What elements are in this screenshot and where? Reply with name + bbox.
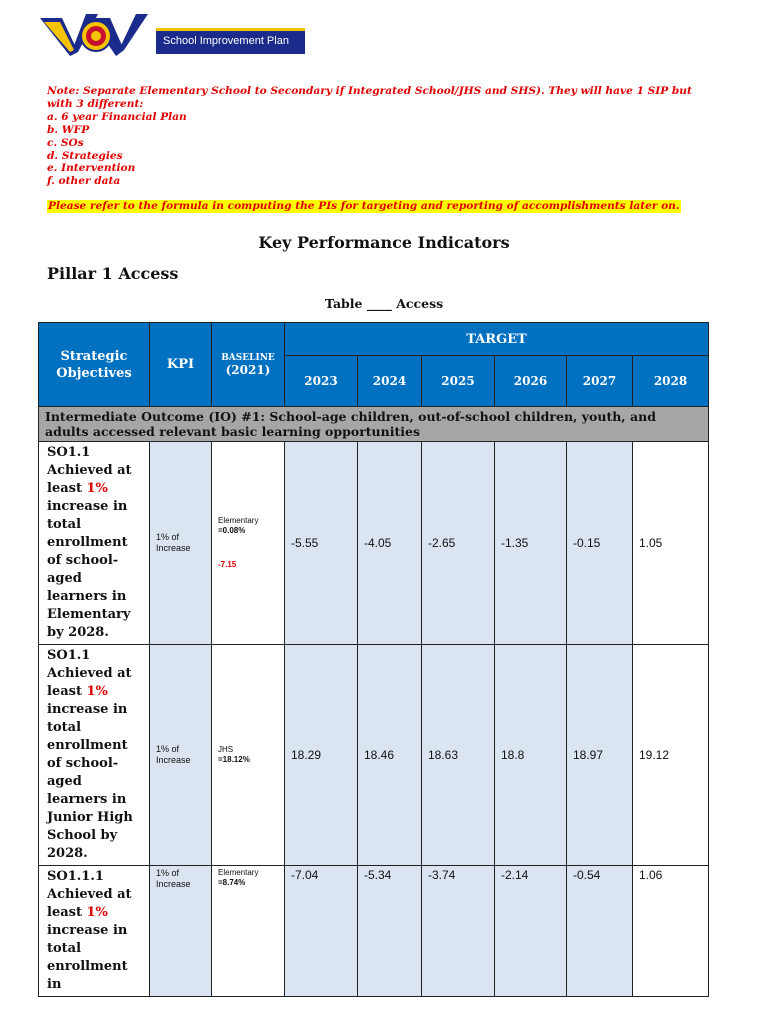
banner-text: School Improvement Plan [163,35,289,47]
so-text-post: increase in total enrollment of school-aged learners in Junior High School by 2028. [47,702,133,861]
baseline-cell [212,645,285,866]
target-cell: 18.46 [358,645,422,866]
target-cell: 1.05 [633,442,709,645]
banner-bar [156,28,305,54]
baseline-value: =18.12% [218,755,250,764]
header-year: 2028 [633,356,709,407]
target-cell: -4.05 [358,442,422,645]
page-title: Key Performance Indicators [258,233,510,252]
header-strategic-objectives: Strategic Objectives [39,323,150,407]
header-baseline [212,323,285,407]
target-cell: 18.8 [495,645,567,866]
table-row [39,866,709,997]
so-code: SO1.1 [47,648,91,663]
target-cell: 18.97 [567,645,633,866]
note-line: with 3 different: [47,97,144,110]
target-cell: -2.14 [495,866,567,997]
baseline-cell [212,442,285,645]
strategic-objective-cell [39,866,150,997]
so-percent: 1% [86,481,108,496]
intermediate-outcome-row: Intermediate Outcome (IO) #1: School-age children, out-of-school children, youth, and adults accessed relevant basic learning opportunities [39,407,709,442]
so-text-post: increase in total enrollment of school-aged learners in Elementary by 2028. [47,499,131,640]
baseline-value: =0.08% [218,526,246,535]
so-percent: 1% [86,905,108,920]
header-year: 2026 [495,356,567,407]
target-cell: -3.74 [422,866,495,997]
baseline-extra: -7.15 [218,560,237,569]
formula-reminder: Please refer to the formula in computing the PIs for targeting and reporting of accomplishments later on. [48,200,680,212]
table-row [39,442,709,645]
so-code: SO1.1.1 [47,869,104,884]
header-target: TARGET [285,323,709,356]
pillar-heading: Pillar 1 Access [47,264,179,283]
header-baseline-label: BASELINE [221,352,275,363]
target-cell: 18.29 [285,645,358,866]
target-cell: 1.06 [633,866,709,997]
so-text-post: increase in total enrollment in [47,923,128,992]
note-line: a. 6 year Financial Plan [47,110,187,123]
school-logo [40,12,289,58]
strategic-objective-cell [39,442,150,645]
so-text-pre: Achieved at least [47,887,132,920]
header-year: 2027 [567,356,633,407]
so-text-pre: Achieved at least [47,666,132,699]
note-line: b. WFP [47,123,90,136]
header-year: 2025 [422,356,495,407]
so-percent: 1% [86,684,108,699]
kpi-cell: 1% of Increase [150,645,212,866]
note-block [47,85,727,188]
target-cell: -2.65 [422,442,495,645]
kpi-table [38,322,709,997]
target-cell: -1.35 [495,442,567,645]
so-text-pre: Achieved at least [47,463,132,496]
header-baseline-year: (2021) [225,362,271,377]
header-kpi: KPI [150,323,212,407]
target-cell: 18.63 [422,645,495,866]
baseline-label: JHS [218,745,234,754]
logo-emblem-icon [40,12,150,58]
header-year: 2023 [285,356,358,407]
note-line: Note: Separate Elementary School to Secondary if Integrated School/JHS and SHS). They will have 1 SIP but [47,85,692,97]
target-cell: -5.55 [285,442,358,645]
table-row [39,645,709,866]
baseline-value: =8.74% [218,878,246,887]
kpi-cell: 1% of Increase [150,866,212,997]
baseline-cell [212,866,285,997]
note-line: f. other data [47,175,121,188]
target-cell: -7.04 [285,866,358,997]
target-cell: -0.15 [567,442,633,645]
note-line: c. SOs [47,136,84,149]
strategic-objective-cell [39,645,150,866]
so-code: SO1.1 [47,445,91,460]
table-caption: Table ____ Access [324,296,444,311]
note-line: d. Strategies [47,149,123,162]
target-cell: -0.54 [567,866,633,997]
baseline-label: Elementary [218,516,259,525]
note-line: e. Intervention [47,162,136,175]
target-cell: -5.34 [358,866,422,997]
target-cell: 19.12 [633,645,709,866]
kpi-cell: 1% of Increase [150,442,212,645]
header-year: 2024 [358,356,422,407]
baseline-label: Elementary [218,868,259,877]
